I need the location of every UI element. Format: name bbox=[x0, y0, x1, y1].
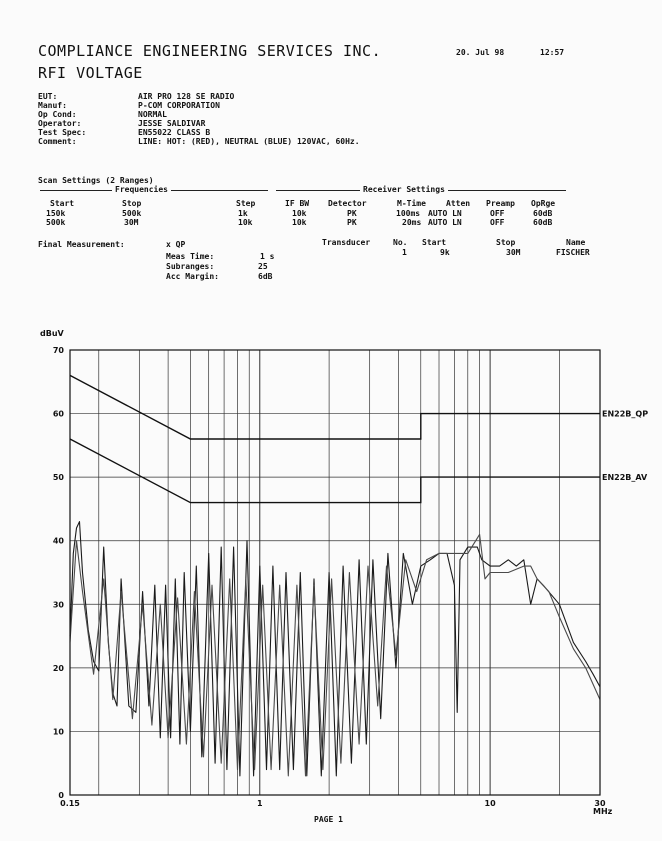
meta-key: Test Spec: bbox=[38, 128, 87, 137]
table-cell: 150k bbox=[46, 209, 66, 218]
report-subtitle: RFI VOLTAGE bbox=[38, 64, 143, 82]
transducer-stop-value: 30M bbox=[506, 248, 521, 257]
table-cell: 100ms bbox=[396, 209, 421, 218]
series-lines bbox=[70, 522, 600, 776]
y-axis-label: dBuV bbox=[40, 329, 64, 338]
meta-row bbox=[38, 110, 167, 119]
company-title: COMPLIANCE ENGINEERING SERVICES INC. bbox=[38, 42, 382, 60]
table-cell: 10k bbox=[238, 218, 253, 227]
x-tick-label: 10 bbox=[484, 799, 496, 808]
col-header-mtime: M-Time bbox=[397, 199, 426, 208]
table-cell: 60dB bbox=[533, 209, 553, 218]
receiver-header: Receiver Settings bbox=[360, 185, 448, 194]
scan-settings-title: Scan Settings (2 Ranges) bbox=[38, 176, 154, 185]
y-tick-labels bbox=[53, 346, 65, 800]
x-tick-labels bbox=[60, 799, 606, 808]
acc-margin-label: Acc Margin: bbox=[166, 272, 219, 281]
transducer-stop-label: Stop bbox=[496, 238, 516, 247]
limit-label: EN22B_QP bbox=[602, 409, 649, 419]
col-header-stop: Stop bbox=[122, 199, 142, 208]
y-tick-label: 60 bbox=[52, 409, 64, 419]
final-measurement-value: x QP bbox=[166, 240, 186, 249]
table-cell: 30M bbox=[124, 218, 139, 227]
meas-time-value: 1 s bbox=[260, 252, 275, 261]
limit-labels bbox=[602, 410, 648, 483]
meta-row bbox=[38, 101, 220, 110]
table-cell: AUTO LN bbox=[428, 209, 462, 218]
page-number: PAGE 1 bbox=[314, 815, 343, 824]
table-cell: 10k bbox=[292, 218, 307, 227]
y-tick-label: 40 bbox=[52, 536, 64, 546]
table-cell: 500k bbox=[46, 218, 66, 227]
meta-key: Manuf: bbox=[38, 101, 67, 110]
transducer-name-label: Name bbox=[566, 238, 586, 247]
table-cell: 60dB bbox=[533, 218, 553, 227]
meta-row bbox=[38, 137, 360, 146]
subranges-value: 25 bbox=[258, 262, 268, 271]
x-tick-label: 0.15 bbox=[60, 799, 80, 808]
x-tick-label: 1 bbox=[256, 799, 263, 808]
rfi-voltage-chart bbox=[0, 320, 662, 820]
table-cell: 1k bbox=[238, 209, 248, 218]
table-cell: 10k bbox=[292, 209, 307, 218]
limit-label: EN22B_AV bbox=[602, 473, 648, 483]
y-tick-label: 70 bbox=[52, 346, 64, 355]
transducer-label: Transducer bbox=[322, 238, 371, 247]
report-time: 12:57 bbox=[540, 48, 565, 57]
limit-lines bbox=[70, 375, 600, 502]
meta-key: EUT: bbox=[38, 92, 58, 101]
table-cell: PK bbox=[347, 218, 357, 227]
meta-key: Operator: bbox=[38, 119, 82, 128]
col-header-preamp: Preamp bbox=[486, 199, 515, 208]
table-cell: OFF bbox=[490, 218, 505, 227]
x-tick-label: 30 bbox=[594, 799, 606, 808]
table-cell: OFF bbox=[490, 209, 505, 218]
meta-key: Comment: bbox=[38, 137, 77, 146]
meta-row bbox=[38, 92, 234, 101]
y-tick-label: 50 bbox=[52, 473, 64, 483]
table-cell: 500k bbox=[122, 209, 142, 218]
col-header-ifbw: IF BW bbox=[285, 199, 310, 208]
report-date: 20. Jul 98 bbox=[456, 48, 505, 57]
final-measurement-label: Final Measurement: bbox=[38, 240, 125, 249]
y-tick-label: 0 bbox=[58, 791, 64, 800]
y-tick-label: 10 bbox=[52, 727, 64, 737]
col-header-step: Step bbox=[236, 199, 256, 208]
meta-row bbox=[38, 128, 210, 137]
table-cell: PK bbox=[347, 209, 357, 218]
col-header-detector: Detector bbox=[328, 199, 367, 208]
meta-value: EN55022 CLASS B bbox=[138, 128, 211, 137]
limit-line bbox=[70, 375, 600, 439]
table-cell: AUTO LN bbox=[428, 218, 462, 227]
limit-line bbox=[70, 439, 600, 503]
meta-row bbox=[38, 119, 205, 128]
col-header-oprge: OpRge bbox=[531, 199, 556, 208]
y-tick-label: 20 bbox=[52, 663, 64, 673]
transducer-start-label: Start bbox=[422, 238, 447, 247]
meta-value: LINE: HOT: (RED), NEUTRAL (BLUE) 120VAC, 60Hz. bbox=[138, 137, 360, 146]
meta-key: Op Cond: bbox=[38, 110, 77, 119]
frequencies-header: Frequencies bbox=[112, 185, 171, 194]
table-cell: 20ms bbox=[402, 218, 422, 227]
meta-value: JESSE SALDIVAR bbox=[138, 119, 206, 128]
transducer-name-value: FISCHER bbox=[556, 248, 590, 257]
transducer-start-value: 9k bbox=[440, 248, 450, 257]
meta-value: AIR PRO 128 SE RADIO bbox=[138, 92, 235, 101]
col-header-start: Start bbox=[50, 199, 75, 208]
meta-value: NORMAL bbox=[138, 110, 167, 119]
col-header-atten: Atten bbox=[446, 199, 471, 208]
acc-margin-value: 6dB bbox=[258, 272, 273, 281]
x-axis-unit: MHz bbox=[593, 807, 613, 816]
meta-value: P-COM CORPORATION bbox=[138, 101, 220, 110]
y-tick-label: 30 bbox=[52, 600, 64, 610]
transducer-no-value: 1 bbox=[402, 248, 407, 257]
subranges-label: Subranges: bbox=[166, 262, 215, 271]
transducer-no-label: No. bbox=[393, 238, 408, 247]
meas-time-label: Meas Time: bbox=[166, 252, 215, 261]
